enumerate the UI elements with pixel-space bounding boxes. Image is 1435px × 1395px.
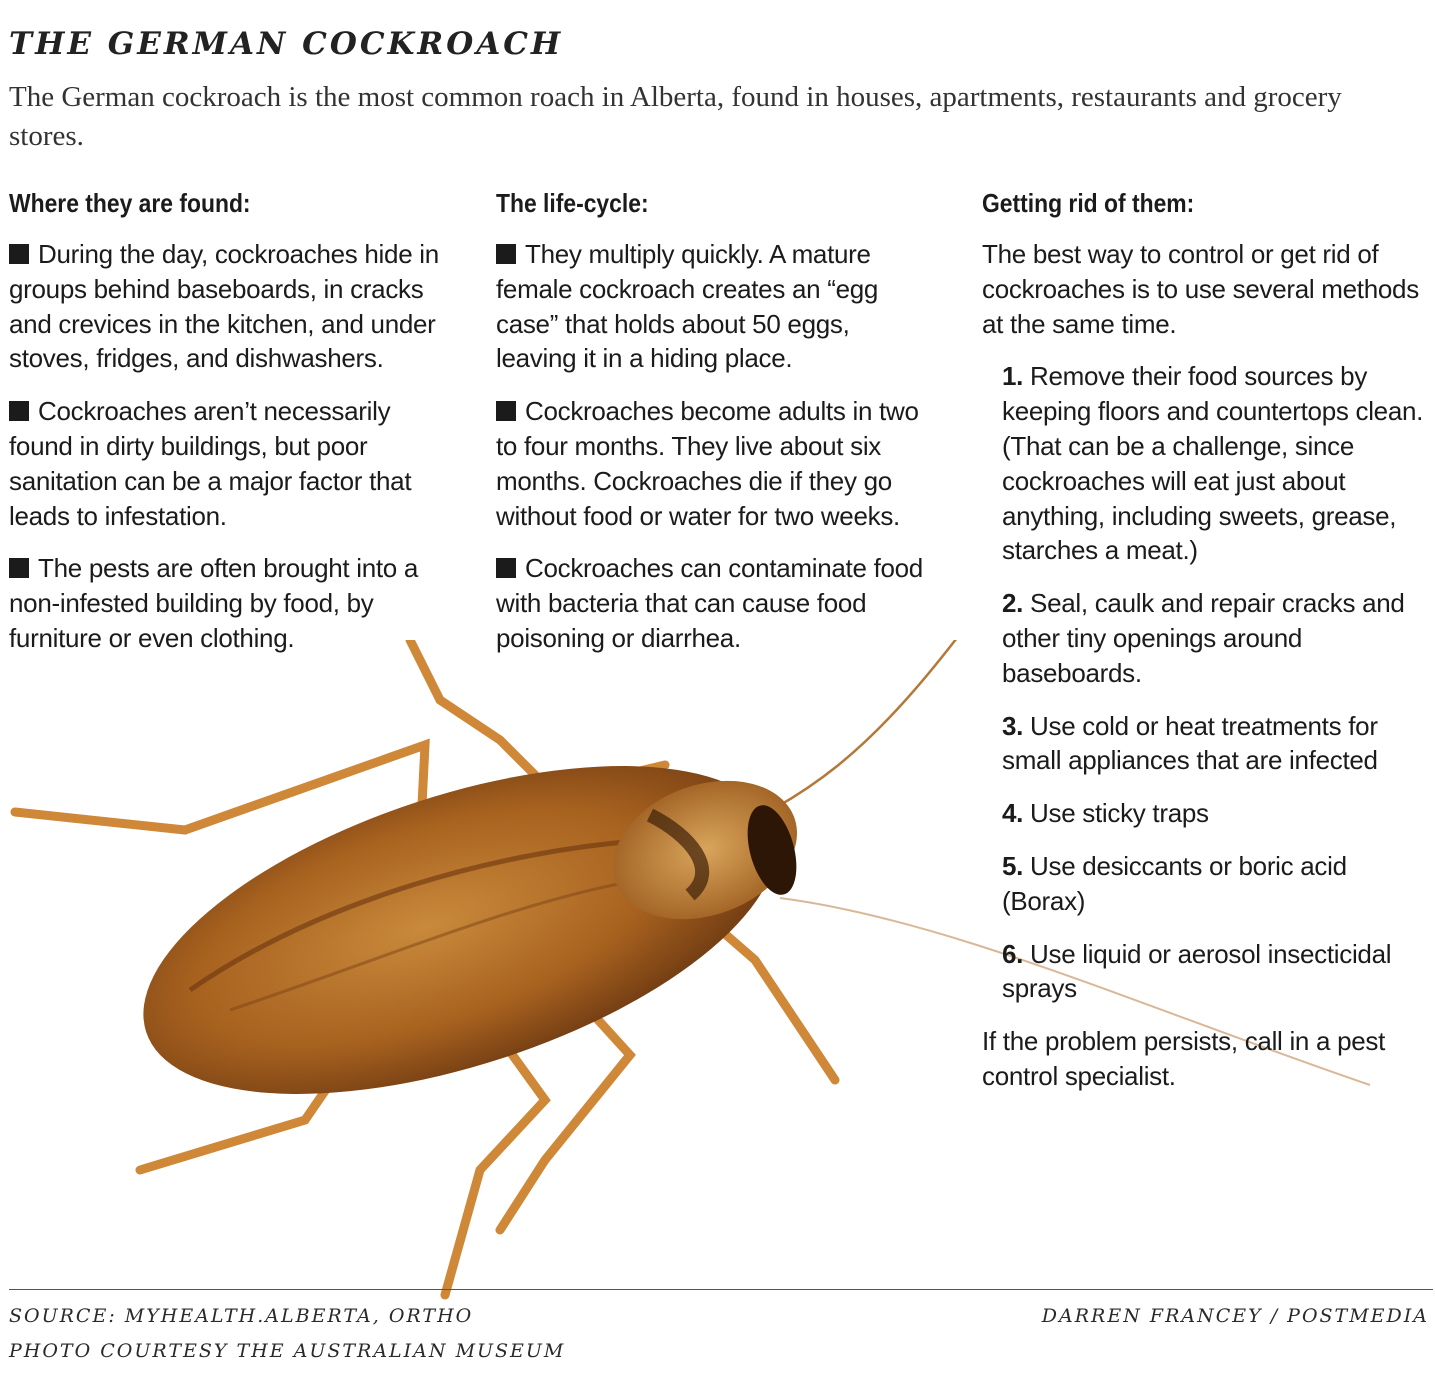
bullet-text: During the day, cockroaches hide in groups behind baseboards, in cracks and crevices in the kitchen, and under stoves, fridges, and dishwashers.	[9, 239, 439, 374]
square-bullet-icon	[9, 401, 29, 421]
bullet-item	[9, 237, 454, 376]
bullet-text: Cockroaches aren’t necessarily found in dirty buildings, but poor sanitation can be a major factor that leads to infestation.	[9, 396, 412, 531]
infographic-subtitle: The German cockroach is the most common roach in Alberta, found in houses, apartments, restaurants and grocery stores.	[9, 81, 1342, 152]
source-credit: SOURCE: MYHEALTH.ALBERTA, ORTHO	[9, 1305, 474, 1327]
bullet-text: They multiply quickly. A mature female cockroach creates an “egg case” that holds about 50 eggs, leaving it in a hiding place.	[496, 239, 879, 374]
square-bullet-icon	[9, 244, 29, 264]
infographic-title: THE GERMAN COCKROACH	[9, 26, 564, 62]
step-number: 2.	[1002, 588, 1024, 619]
step-number: 1.	[1002, 361, 1024, 392]
step-text: Seal, caulk and repair cracks and other tiny openings around baseboards.	[1002, 588, 1405, 688]
step-item	[1002, 937, 1427, 1007]
square-bullet-icon	[496, 558, 516, 578]
step-item	[1002, 849, 1427, 919]
step-item	[1002, 796, 1427, 831]
column-heading: Where they are found:	[9, 188, 251, 218]
intro-text: The best way to control or get rid of cockroaches is to use several methods at the same time.	[982, 239, 1419, 339]
step-number: 4.	[1002, 798, 1024, 829]
column-heading: Getting rid of them:	[982, 188, 1195, 218]
bullet-item	[496, 551, 931, 655]
step-text: Use desiccants or boric acid (Borax)	[1002, 850, 1347, 916]
square-bullet-icon	[496, 244, 516, 264]
bullet-text: Cockroaches can contaminate food with bacteria that can cause food poisoning or diarrhea.	[496, 553, 923, 653]
outro-text: If the problem persists, call in a pest control specialist.	[982, 1026, 1386, 1091]
bullet-item	[9, 551, 454, 655]
column-where-found	[9, 188, 454, 674]
step-text: Use sticky traps	[1030, 798, 1209, 829]
square-bullet-icon	[496, 401, 516, 421]
step-item	[1002, 709, 1427, 779]
step-text: Remove their food sources by keeping floors and countertops clean. (That can be a challenge, since cockroaches will eat just about anything, including sweets, grease, starches a meat.)	[1002, 361, 1424, 566]
column-heading: The life-cycle:	[496, 188, 649, 218]
step-number: 3.	[1002, 710, 1024, 741]
step-text: Use cold or heat treatments for small appliances that are infected	[1002, 710, 1378, 776]
bullet-text: The pests are often brought into a non-infested building by food, by furniture or even clothing.	[9, 553, 419, 653]
bullet-item	[9, 394, 454, 533]
byline-credit: DARREN FRANCEY / POSTMEDIA	[1041, 1305, 1429, 1327]
column-getting-rid	[982, 188, 1427, 1112]
bullet-item	[496, 237, 931, 376]
column-life-cycle	[496, 188, 931, 674]
step-item	[1002, 586, 1427, 690]
step-number: 5.	[1002, 850, 1024, 881]
footer-divider	[9, 1289, 1433, 1290]
step-text: Use liquid or aerosol insecticidal sprays	[1002, 938, 1392, 1004]
step-number: 6.	[1002, 938, 1024, 969]
bullet-text: Cockroaches become adults in two to four months. They live about six months. Cockroaches die if they go without food or water for two weeks.	[496, 396, 919, 531]
square-bullet-icon	[9, 558, 29, 578]
photo-credit: PHOTO COURTESY THE AUSTRALIAN MUSEUM	[9, 1340, 566, 1362]
bullet-item	[496, 394, 931, 533]
step-item	[1002, 359, 1427, 568]
